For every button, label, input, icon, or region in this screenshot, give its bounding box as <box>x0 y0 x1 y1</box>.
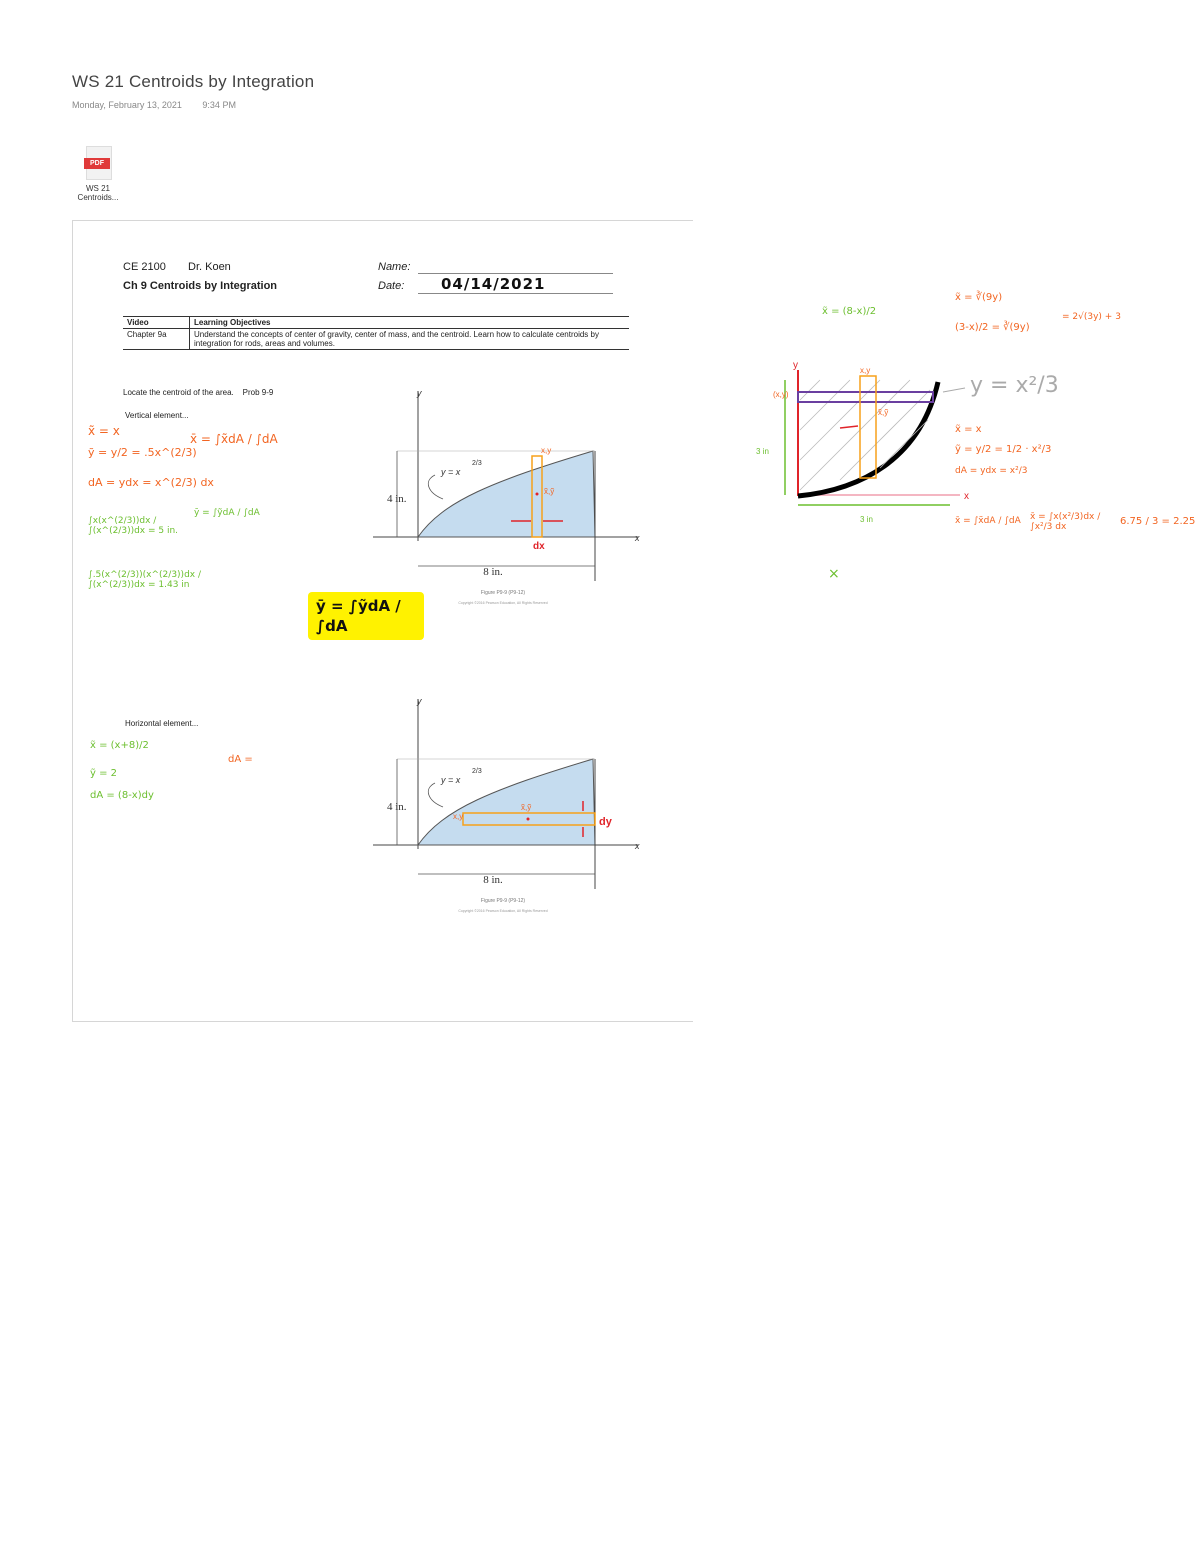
ink-horizontal-dA-blank: dA = <box>228 754 253 765</box>
table-cell-video: Chapter 9a <box>123 329 190 350</box>
ink-vertical-ybar: ȳ = ∫ỹdA / ∫dA <box>194 508 260 518</box>
ink-horizontal-xtilde: x̃ = (x+8)/2 <box>90 740 149 751</box>
figure1-xy: x,y <box>541 446 552 455</box>
page-title: WS 21 Centroids by Integration <box>72 72 315 91</box>
figure1-x-axis: x <box>635 533 640 543</box>
sketch-coord: (x,y) <box>773 390 789 399</box>
sketch-x-axis: x <box>964 491 969 502</box>
problem-statement: Locate the centroid of the area. Prob 9-9 <box>123 388 274 397</box>
figure2-xy: x,y <box>453 812 464 821</box>
figure2-height-label: 4 in. <box>387 801 407 813</box>
chapter-title: Ch 9 Centroids by Integration <box>123 280 278 292</box>
ink-vertical-xbar-result: ∫x(x^(2/3))dx / ∫(x^(2/3))dx = 5 in. <box>88 516 179 536</box>
figure-horizontal-element <box>373 689 653 919</box>
objectives-table <box>123 316 629 350</box>
instructor: Dr. Koen <box>188 261 231 273</box>
name-line <box>418 273 613 274</box>
sketch-xy: x,y <box>860 366 871 375</box>
ink-right-solve: (3-x)/2 = ∛(9y) <box>955 322 1030 333</box>
ink-vertical-dA: dA = ydx = x^(2/3) dx <box>88 476 214 489</box>
sketch-xtyt: x̃,ỹ <box>878 408 889 417</box>
ink-right-solve2: = 2√(3y) + 3 <box>1062 312 1121 322</box>
ink-vertical-ytilde: ỹ = y/2 = .5x^(2/3) <box>88 446 197 459</box>
figure1-y-axis: y <box>417 388 422 398</box>
ink-right-xtilde: x̃ = (8-x)/2 <box>822 306 877 317</box>
figure2-x-axis: x <box>635 841 640 851</box>
handwritten-date: 04/14/2021 <box>441 275 546 293</box>
ink-vertical-ybar-result: ∫.5(x^(2/3))(x^(2/3))dx / ∫(x^(2/3))dx = 1.43 in <box>88 570 202 590</box>
note-date: Monday, February 13, 2021 <box>72 100 182 110</box>
figure2-dy: dy <box>599 816 612 828</box>
figure1-width-label: 8 in. <box>483 566 503 578</box>
date-line <box>418 293 613 294</box>
ink-vertical-xbar: x̄ = ∫x̃dA / ∫dA <box>190 432 278 446</box>
figure1-caption: Figure P9-9 (P9-12) <box>480 590 526 596</box>
figure2-caption: Figure P9-9 (P9-12) <box>480 898 526 904</box>
sketch-y-axis: y <box>793 360 798 371</box>
figure1-height-label: 4 in. <box>387 493 407 505</box>
figure2-width-label: 8 in. <box>483 874 503 886</box>
highlighted-ybar-formula: ȳ = ∫ỹdA / ∫dA <box>308 592 424 640</box>
ink-vertical-xtilde: x̃ = x <box>88 424 120 438</box>
figure1-dx: dx <box>533 541 545 552</box>
ink-right-xbar-integral: x̄ = ∫x(x²/3)dx / ∫x²/3 dx <box>1030 512 1101 532</box>
ink-horizontal-dA: dA = (8-x)dy <box>90 790 154 801</box>
figure2-y-axis: y <box>417 696 422 706</box>
ink-right-xtilde2: x̃ = ∛(9y) <box>955 292 1003 303</box>
ink-right-xbar: x̄ = ∫x̃dA / ∫dA <box>955 516 1021 526</box>
figure2-copyright: Copyright ©2016 Pearson Education, All Rights Reserved <box>458 909 548 913</box>
figure1-copyright: Copyright ©2016 Pearson Education, All Rights Reserved <box>458 601 548 605</box>
sketch-width: 3 in <box>860 515 873 524</box>
table-header-objectives: Learning Objectives <box>194 318 271 327</box>
pdf-file-icon <box>84 146 112 180</box>
pdf-badge: PDF <box>84 158 110 169</box>
sketch-curve-eq: y = x²/3 <box>970 373 1059 398</box>
table-header-video: Video <box>123 317 190 329</box>
ink-right-dA: dA = ydx = x²/3 <box>955 466 1028 476</box>
vertical-element-label: Vertical element... <box>125 411 189 420</box>
ink-right-xtilde-x: x̃ = x <box>955 424 982 435</box>
figure2-xtyt: x̃,ỹ <box>521 803 532 812</box>
figure1-curve-exp: 2/3 <box>472 460 482 467</box>
figure1-curve-label: y = x <box>441 467 461 477</box>
figure2-curve-label: y = x <box>441 775 461 785</box>
ink-horizontal-ytilde: ỹ = 2 <box>90 768 118 779</box>
figure-vertical-element <box>373 381 653 611</box>
freehand-sketch <box>756 340 1059 540</box>
figure1-xtyt: x̃,ỹ <box>544 487 555 496</box>
pdf-attachment[interactable] <box>70 146 126 202</box>
ink-right-result: 6.75 / 3 = 2.25 <box>1120 516 1196 527</box>
note-time: 9:34 PM <box>202 100 236 110</box>
ink-stray-mark: × <box>828 566 840 582</box>
table-cell-objective: Understand the concepts of center of gravity, center of mass, and the centroid. Learn how to calculate centroids by integration for rods, areas and volumes. <box>194 330 599 348</box>
attachment-name-line1: WS 21 <box>85 184 110 193</box>
figure2-curve-exp: 2/3 <box>472 768 482 775</box>
problem-ref: Prob 9-9 <box>242 388 274 397</box>
ink-right-ytilde: ỹ = y/2 = 1/2 · x²/3 <box>955 444 1052 455</box>
sketch-height: 3 in <box>756 447 769 456</box>
name-label: Name: <box>378 261 411 273</box>
date-label: Date: <box>378 280 405 292</box>
attachment-name-line2: Centroids... <box>77 193 119 202</box>
note-meta <box>72 100 254 110</box>
course-code: CE 2100 <box>123 261 166 273</box>
horizontal-element-label: Horizontal element... <box>125 719 199 728</box>
